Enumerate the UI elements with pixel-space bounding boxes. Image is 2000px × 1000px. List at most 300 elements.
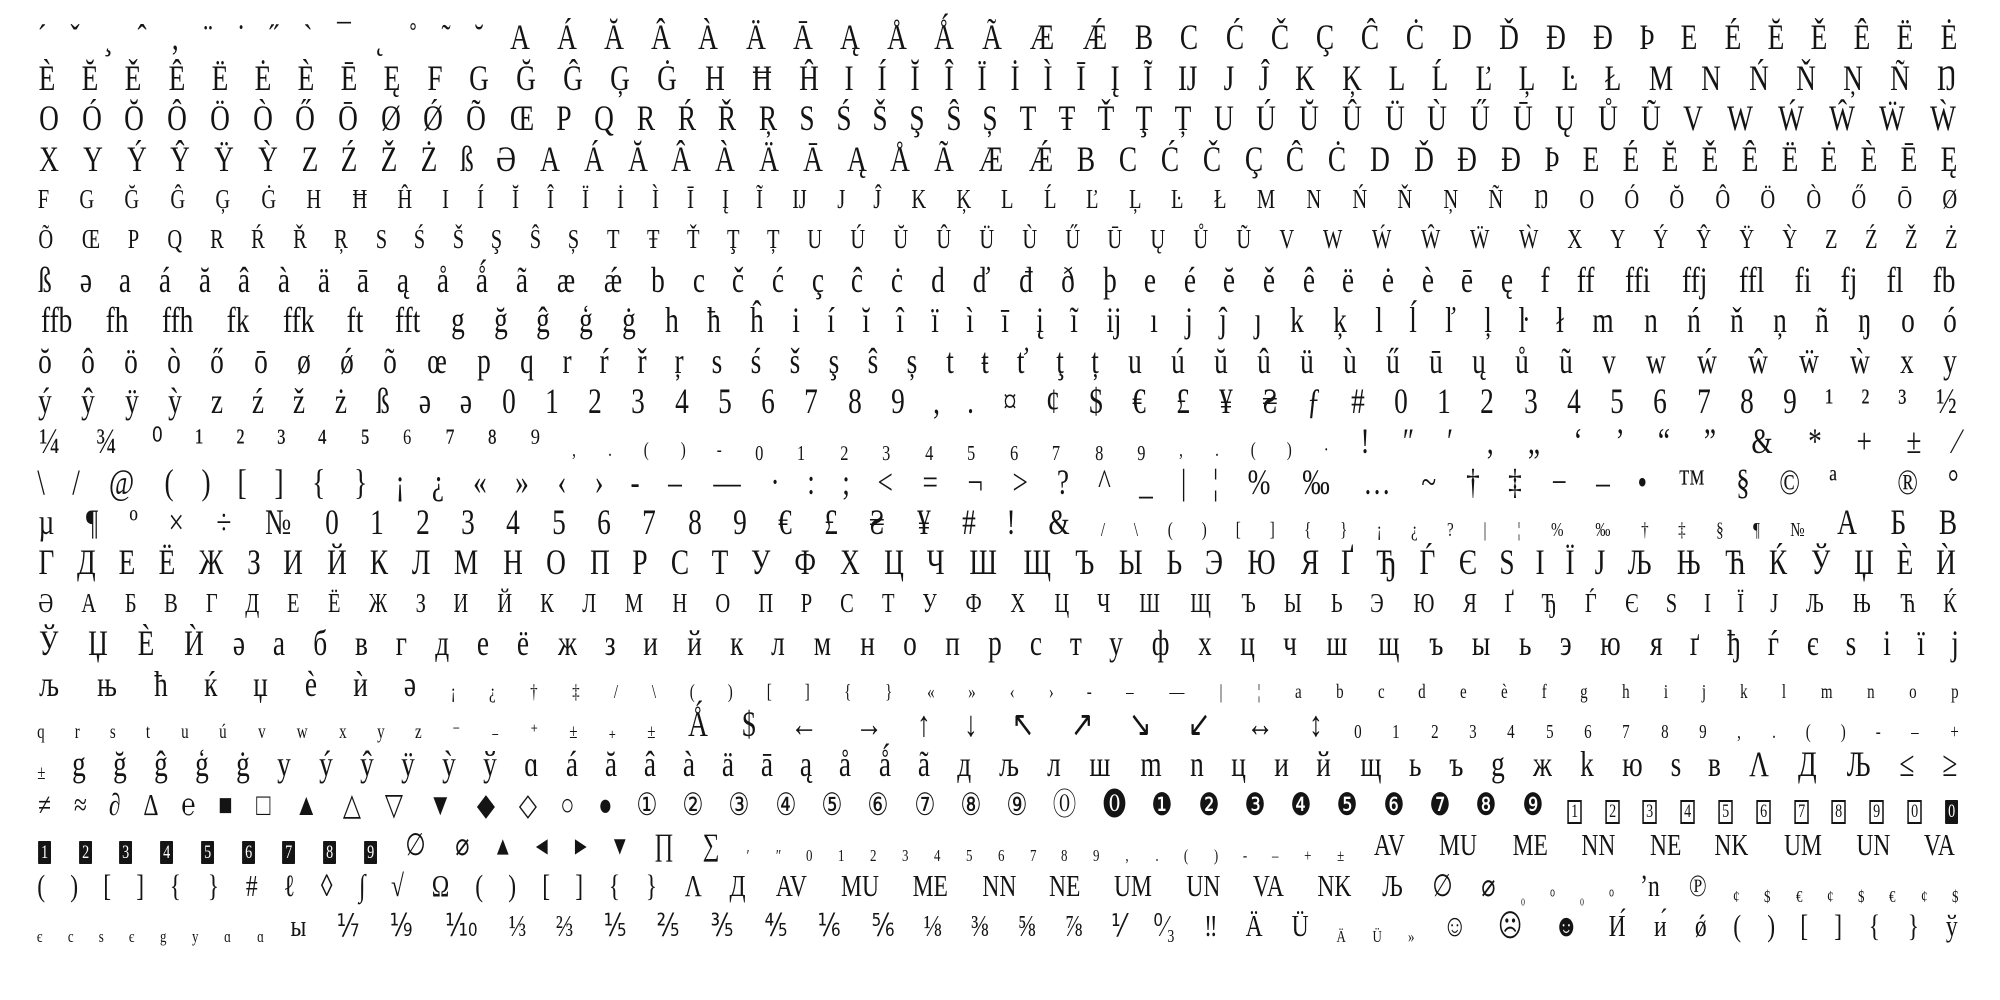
glyph-cell: ŭ — [1213, 340, 1228, 381]
glyph-cell: Н — [671, 587, 687, 618]
glyph-cell: ѝ — [352, 663, 368, 704]
glyph-cell: ▸ — [574, 827, 587, 863]
glyph-row — [36, 622, 1960, 662]
glyph-cell: Ĝ — [170, 183, 186, 214]
glyph-cell: 6 — [1756, 800, 1771, 824]
glyph-cell: 6 — [1653, 380, 1668, 421]
glyph-row — [36, 541, 1960, 581]
glyph-cell: z — [415, 721, 422, 744]
glyph-cell: ⅑ — [389, 907, 413, 943]
glyph-row — [36, 16, 1960, 56]
glyph-cell: ű — [1386, 340, 1400, 381]
glyph-cell: ˚ — [408, 17, 418, 58]
glyph-cell: ₉ — [1136, 421, 1147, 462]
glyph-cell: ′ — [1447, 421, 1454, 462]
glyph-cell: Ŷ — [1696, 224, 1712, 255]
glyph-cell: Ї — [1565, 542, 1575, 583]
glyph-cell: Ș — [568, 224, 580, 255]
glyph-cell: ū — [1429, 340, 1444, 381]
glyph-cell: Ė — [254, 57, 272, 98]
glyph-cell: | — [1180, 461, 1187, 502]
glyph-cell: [ — [766, 680, 772, 703]
glyph-cell: Ã — [934, 138, 954, 179]
glyph-cell: Æ — [978, 138, 1004, 179]
glyph-cell: ∅ — [405, 827, 427, 863]
glyph-cell: Ï — [581, 183, 589, 214]
glyph-cell: ő — [210, 340, 225, 381]
glyph-cell: 3 — [461, 502, 475, 543]
glyph-cell: @ — [109, 461, 135, 502]
glyph-cell: ń — [1687, 300, 1701, 341]
glyph-cell: W — [1323, 224, 1343, 255]
glyph-cell: Ü — [1384, 98, 1405, 139]
glyph-cell: İ — [1010, 57, 1020, 98]
glyph-cell: ī — [1001, 300, 1009, 341]
glyph-cell: ℮ — [181, 786, 196, 822]
glyph-cell: Ď — [1413, 138, 1434, 179]
glyph-cell: ã — [917, 744, 930, 785]
glyph-cell: Ř — [293, 224, 307, 255]
glyph-cell: ₁ — [796, 421, 807, 462]
glyph-cell: 6 — [597, 502, 611, 543]
glyph-cell: ₴ — [869, 502, 885, 543]
glyph-cell: Ẃ — [1372, 224, 1392, 255]
glyph-cell: Ŧ — [1058, 98, 1076, 139]
glyph-cell: % — [1247, 461, 1270, 502]
glyph-cell: } — [885, 680, 893, 703]
glyph-cell: Ë — [211, 57, 229, 98]
glyph-cell: ⁰⁄₃ — [1153, 907, 1175, 943]
glyph-cell: Ŀ — [1171, 183, 1184, 214]
glyph-cell: i — [792, 300, 800, 341]
glyph-cell: м — [813, 623, 832, 664]
glyph-cell: ◂ — [535, 827, 548, 863]
glyph-cell: ģ — [579, 300, 593, 341]
glyph-cell: Ŗ — [758, 98, 778, 139]
glyph-cell: Ќ — [1943, 587, 1958, 618]
glyph-cell: ① — [636, 786, 658, 822]
glyph-cell: ỳ — [167, 380, 182, 421]
glyph-cell: Ď — [1498, 17, 1519, 58]
glyph-cell: ğ — [493, 300, 508, 341]
glyph-cell: Ŏ — [124, 98, 145, 139]
glyph-cell: ° — [1947, 461, 1959, 502]
glyph-cell: ъ — [1449, 744, 1464, 785]
glyph-cell: 6 — [997, 846, 1005, 866]
glyph-cell: ô — [81, 340, 95, 381]
glyph-cell: Ŵ — [1828, 98, 1855, 139]
glyph-cell: Û — [1341, 98, 1362, 139]
glyph-cell: X — [39, 138, 59, 179]
glyph-cell: Ĺ — [1432, 57, 1449, 98]
glyph-cell: Z — [1824, 224, 1838, 255]
glyph-cell: \ — [37, 461, 45, 502]
glyph-cell: G — [79, 183, 95, 214]
glyph-cell: З — [415, 587, 426, 618]
glyph-cell: : — [807, 461, 815, 502]
glyph-cell: В — [164, 587, 178, 618]
glyph-cell: ∫ — [358, 867, 366, 903]
glyph-cell: ю — [1600, 623, 1621, 664]
glyph-cell: $ — [1089, 380, 1103, 421]
glyph-cell: ⌀ — [1481, 867, 1496, 903]
glyph-cell: ⅘ — [764, 907, 788, 943]
glyph-cell: Б — [1890, 502, 1907, 543]
glyph-cell: f — [1541, 680, 1547, 703]
glyph-cell: ± — [569, 721, 578, 744]
glyph-cell: Ķ — [956, 183, 972, 214]
glyph-cell: Ÿ — [214, 138, 234, 179]
glyph-cell: } — [646, 867, 658, 903]
glyph-cell: A — [509, 17, 530, 58]
glyph-cell: ґ — [1689, 623, 1700, 664]
glyph-cell: Є — [1624, 587, 1639, 618]
glyph-cell: 1 — [838, 846, 845, 866]
glyph-cell: ä — [722, 744, 735, 785]
glyph-cell: Ń — [1352, 183, 1367, 214]
glyph-cell: ≠ — [38, 786, 51, 822]
glyph-cell: Ч — [926, 542, 945, 583]
glyph-cell: E — [1582, 138, 1600, 179]
glyph-cell: M — [1257, 183, 1276, 214]
glyph-cell: Я — [1300, 542, 1319, 583]
glyph-cell: Ǿ — [423, 98, 444, 139]
glyph-cell: г — [395, 623, 407, 664]
glyph-cell: Ә — [38, 587, 54, 618]
glyph-cell: á — [158, 259, 172, 300]
glyph-cell: Ź — [340, 138, 358, 179]
glyph-cell: x — [338, 721, 347, 744]
glyph-cell: [ — [541, 867, 550, 903]
glyph-cell: 0 — [1394, 380, 1408, 421]
glyph-cell: ₇ — [1051, 421, 1062, 462]
glyph-cell: Ẃ — [1777, 98, 1804, 139]
glyph-cell: ǻ — [878, 744, 891, 785]
glyph-cell: ® — [1896, 461, 1918, 502]
glyph-cell: ê — [1302, 259, 1315, 300]
glyph-cell: ö — [124, 340, 139, 381]
glyph-cell: 5 — [965, 846, 973, 866]
glyph-cell: к — [729, 623, 744, 664]
glyph-row — [36, 783, 1960, 823]
glyph-cell: 8 — [1740, 380, 1754, 421]
glyph-cell: ś — [750, 340, 762, 381]
glyph-row — [36, 905, 1960, 945]
glyph-cell: 4 — [933, 846, 941, 866]
glyph-cell: 9 — [1699, 721, 1707, 744]
glyph-row — [36, 460, 1960, 500]
glyph-cell: Ѕ — [1665, 587, 1678, 618]
glyph-cell: ‘ — [1573, 421, 1583, 462]
glyph-cell: ¡ — [394, 461, 405, 502]
glyph-cell: â — [643, 744, 657, 785]
glyph-cell: ā — [357, 259, 370, 300]
glyph-cell: ffi — [1625, 259, 1651, 300]
glyph-cell: ] — [1269, 519, 1275, 542]
glyph-cell: Ŵ — [1421, 224, 1441, 255]
glyph-cell: Ы — [1284, 587, 1303, 618]
glyph-cell: ŷ — [359, 744, 374, 785]
glyph-cell: и — [643, 623, 659, 664]
glyph-cell: ± — [1906, 421, 1922, 462]
glyph-cell: s — [711, 340, 723, 381]
glyph-cell: Ẅ — [1470, 224, 1490, 255]
glyph-cell: Č — [1202, 138, 1221, 179]
glyph-cell: d — [930, 259, 945, 300]
glyph-cell: 7 — [1696, 380, 1711, 421]
glyph-cell: î — [896, 300, 905, 341]
glyph-cell: Ģ — [215, 183, 231, 214]
glyph-cell: ў — [483, 744, 497, 785]
glyph-cell: 4 — [1567, 380, 1581, 421]
glyph-cell: Ĭ — [511, 183, 519, 214]
glyph-cell: ә — [403, 663, 416, 704]
glyph-row — [36, 380, 1960, 420]
glyph-cell: Ω — [431, 867, 449, 903]
glyph-cell: є — [1806, 623, 1819, 664]
glyph-cell: љ — [999, 744, 1020, 785]
glyph-cell: й — [686, 623, 702, 664]
glyph-cell: ǻ — [476, 259, 489, 300]
glyph-cell: Ł — [1604, 57, 1622, 98]
glyph-cell: Ù — [1427, 98, 1448, 139]
glyph-cell: Ň — [1397, 183, 1413, 214]
glyph-cell: Ì — [1043, 57, 1053, 98]
glyph-cell: ◊ — [321, 867, 333, 903]
glyph-cell: Ş — [491, 224, 503, 255]
glyph-cell: ẅ — [1799, 340, 1820, 381]
glyph-cell: Ü — [1291, 907, 1309, 943]
glyph-cell: р — [988, 623, 1002, 664]
glyph-cell: Ċ — [1406, 17, 1425, 58]
glyph-cell: c — [692, 259, 705, 300]
glyph-cell: 2 — [1430, 721, 1439, 744]
glyph-cell: ì — [966, 300, 974, 341]
glyph-cell: ↕ — [1308, 704, 1323, 745]
glyph-cell: ‡ — [571, 680, 580, 703]
glyph-cell: ₂ — [839, 421, 849, 462]
glyph-cell: 2 — [79, 841, 92, 864]
glyph-cell: Э — [1370, 587, 1384, 618]
glyph-cell: Ỳ — [1782, 224, 1798, 255]
glyph-cell: Ѓ — [1584, 587, 1597, 618]
glyph-cell: ffj — [1682, 259, 1708, 300]
glyph-cell: ó — [1943, 300, 1958, 341]
glyph-cell: AV — [775, 867, 807, 903]
glyph-cell: Ģ — [610, 57, 631, 98]
glyph-cell: и — [1274, 744, 1289, 785]
glyph-cell: ❸ — [1244, 786, 1266, 822]
glyph-cell: Ê — [1741, 138, 1759, 179]
glyph-cell: Ĝ — [563, 57, 583, 98]
glyph-cell: Ž — [1904, 224, 1918, 255]
glyph-cell: Ä — [759, 138, 779, 179]
glyph-cell: Д — [77, 542, 96, 583]
glyph-cell: 7 — [1794, 800, 1809, 824]
glyph-cell: Ņ — [1843, 57, 1863, 98]
glyph-cell: № — [1790, 519, 1805, 542]
glyph-cell: † — [1641, 519, 1649, 542]
glyph-cell: ∏ — [653, 827, 674, 863]
glyph-cell: Т — [711, 542, 729, 583]
glyph-cell: û — [1256, 340, 1271, 381]
glyph-cell: ğ — [113, 744, 127, 785]
glyph-cell: Ť — [1097, 98, 1114, 139]
glyph-cell: ¢ — [1733, 886, 1740, 906]
glyph-cell: ŕ — [599, 340, 609, 381]
glyph-cell: ÿ — [400, 744, 415, 785]
glyph-cell: Â — [671, 138, 692, 179]
glyph-cell: à — [683, 744, 696, 785]
glyph-cell: ⑤ — [821, 786, 843, 822]
glyph-cell: Ő — [295, 98, 316, 139]
glyph-cell: Ђ — [1376, 542, 1397, 583]
glyph-cell: £ — [823, 502, 838, 543]
glyph-cell: ĳ — [1106, 300, 1122, 341]
glyph-cell: è — [1501, 680, 1508, 703]
glyph-cell: № — [265, 502, 292, 543]
glyph-cell: Å — [890, 138, 911, 179]
glyph-cell: 3 — [1469, 721, 1477, 744]
glyph-cell: NN — [1581, 827, 1616, 863]
glyph-cell: & — [1047, 502, 1070, 543]
glyph-cell: ‰ — [1302, 461, 1330, 502]
glyph-cell: fl — [1886, 259, 1904, 300]
glyph-cell: ▾ — [613, 827, 626, 863]
glyph-cell: Ş — [909, 98, 925, 139]
glyph-cell: ě — [1263, 259, 1276, 300]
glyph-cell: Ő — [1851, 183, 1867, 214]
glyph-cell: К — [369, 542, 389, 583]
glyph-cell: ъ — [1428, 623, 1444, 664]
glyph-cell: 7 — [282, 841, 295, 864]
glyph-cell: л — [771, 623, 785, 664]
glyph-cell: J — [836, 183, 845, 214]
glyph-cell: Ъ — [1075, 542, 1095, 583]
glyph-cell: ¥ — [1219, 380, 1233, 421]
glyph-cell: ¥ — [916, 502, 931, 543]
glyph-cell: y — [192, 926, 199, 946]
glyph-cell: Ú — [850, 224, 865, 255]
glyph-cell: Ó — [81, 98, 102, 139]
glyph-cell: ) — [1840, 721, 1846, 744]
glyph-cell: ³ — [1897, 380, 1907, 421]
glyph-cell: ĕ — [1223, 259, 1236, 300]
glyph-cell: ō — [253, 340, 268, 381]
glyph-cell: ˜ — [441, 17, 451, 58]
glyph-cell: Ę — [1940, 138, 1957, 179]
glyph-cell: µ — [38, 502, 55, 543]
glyph-cell: ý — [38, 380, 52, 421]
glyph-cell: Ō — [1897, 183, 1912, 214]
glyph-cell: Ī — [686, 183, 694, 214]
glyph-cell: W — [1727, 98, 1754, 139]
glyph-cell: Ž — [380, 138, 398, 179]
glyph-cell: ₋ — [491, 721, 500, 744]
glyph-cell: ñ — [1815, 300, 1830, 341]
glyph-cell: ( — [37, 867, 46, 903]
glyph-cell: - — [1242, 846, 1248, 866]
glyph-cell: Ж — [198, 542, 224, 583]
glyph-cell: ? — [1056, 461, 1070, 502]
glyph-cell: ⁸ — [487, 421, 498, 462]
glyph-cell: – — [1125, 680, 1134, 703]
glyph-cell: а — [272, 623, 286, 664]
glyph-cell: < — [877, 461, 894, 502]
glyph-cell: ј — [1950, 623, 1959, 664]
glyph-cell: r — [562, 340, 572, 381]
glyph-cell: ĩ — [1070, 300, 1079, 341]
glyph-cell: ′ — [746, 846, 750, 866]
glyph-cell: ĝ — [154, 744, 168, 785]
glyph-cell: ā — [761, 744, 774, 785]
glyph-cell: ů — [1515, 340, 1530, 381]
glyph-cell: А — [1837, 502, 1858, 543]
glyph-cell: [ — [1800, 907, 1809, 943]
glyph-row — [36, 56, 1960, 96]
glyph-cell: ¹ — [1825, 380, 1834, 421]
glyph-cell: 1 — [1392, 721, 1401, 744]
glyph-row — [36, 178, 1960, 218]
glyph-cell: О — [546, 542, 567, 583]
glyph-cell: ) — [1213, 846, 1218, 866]
glyph-cell: ‚ — [170, 17, 180, 58]
glyph-cell: Ö — [209, 98, 230, 139]
glyph-cell: ı — [1150, 300, 1158, 341]
glyph-cell: . — [1155, 846, 1159, 866]
glyph-cell: Õ — [38, 224, 54, 255]
glyph-cell: Y — [82, 138, 103, 179]
glyph-cell: À — [698, 17, 719, 58]
glyph-cell: fk — [226, 300, 250, 341]
glyph-cell: Щ — [1190, 587, 1212, 618]
glyph-cell: І — [1535, 542, 1545, 583]
glyph-cell: O — [1578, 183, 1594, 214]
glyph-cell: L — [1001, 183, 1014, 214]
glyph-cell: Ĳ — [792, 183, 808, 214]
glyph-cell: ∂ — [108, 786, 121, 822]
glyph-cell: Ũ — [1236, 224, 1252, 255]
glyph-cell: ² — [1861, 380, 1870, 421]
glyph-cell: ] — [804, 680, 810, 703]
glyph-cell: å — [436, 259, 449, 300]
glyph-cell: — — [1168, 680, 1185, 703]
glyph-cell: Ú — [1256, 98, 1277, 139]
glyph-cell: Ñ — [1488, 183, 1504, 214]
glyph-cell: ■ — [218, 786, 233, 822]
glyph-cell: Ů — [1193, 224, 1209, 255]
glyph-cell: М — [624, 587, 643, 618]
glyph-cell: ƒ — [1307, 380, 1322, 421]
glyph-cell: I — [844, 57, 854, 98]
glyph-cell: ) — [1201, 519, 1207, 542]
glyph-cell: ¦ — [1517, 519, 1521, 542]
glyph-cell: ¿ — [489, 680, 496, 703]
glyph-cell: Î — [944, 57, 954, 98]
glyph-cell: О — [715, 587, 731, 618]
glyph-cell: ¹ — [195, 421, 204, 462]
glyph-cell: ģ — [195, 744, 210, 785]
glyph-cell: ú — [219, 721, 227, 744]
glyph-cell: ÷ — [216, 502, 232, 543]
glyph-cell: ) — [70, 867, 79, 903]
glyph-cell: Ț — [766, 224, 780, 255]
glyph-cell: п — [945, 623, 960, 664]
glyph-cell: © — [1779, 461, 1801, 502]
glyph-cell: ß — [38, 259, 52, 300]
glyph-cell: 9 — [1783, 380, 1798, 421]
glyph-cell: ¢ — [1920, 886, 1928, 906]
